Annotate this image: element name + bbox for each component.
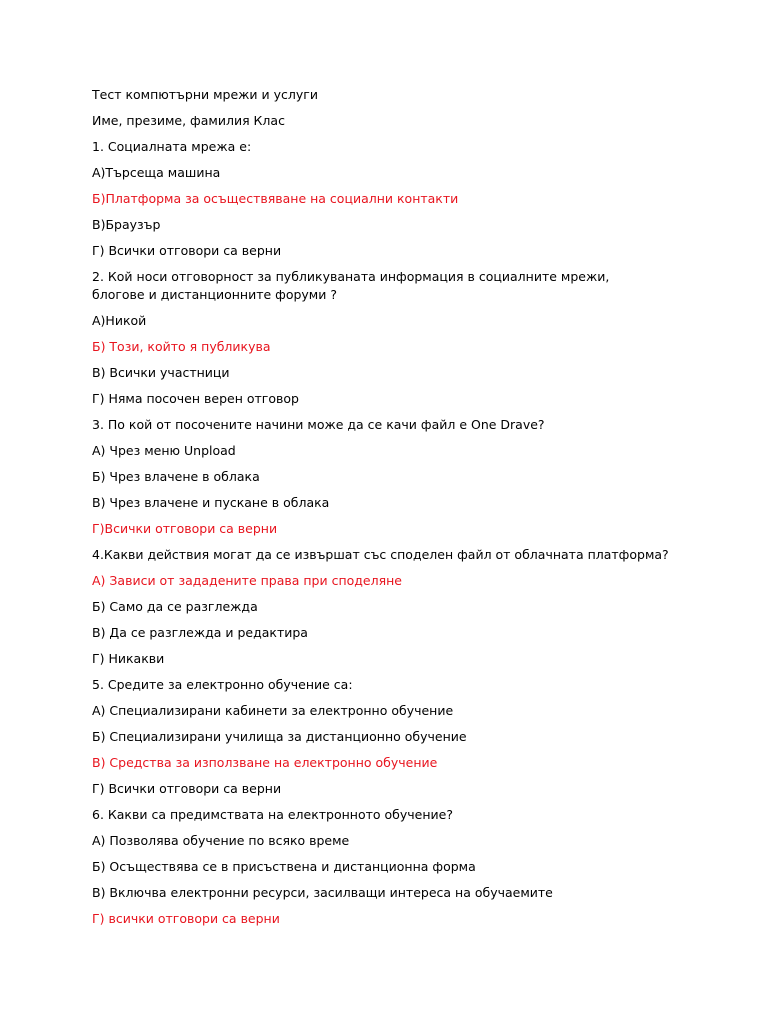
answer-2c: В) Всички участници xyxy=(92,365,230,380)
answer-2a: А)Никой xyxy=(92,313,147,328)
answer-3a: А) Чрез меню Unpload xyxy=(92,443,236,458)
answer-3d-correct: Г)Всички отговори са верни xyxy=(92,521,278,536)
answer-4c: В) Да се разглежда и редактира xyxy=(92,625,308,640)
question-1: 1. Социалната мрежа е: xyxy=(92,139,252,154)
answer-3c: В) Чрез влачене и пускане в облака xyxy=(92,495,330,510)
student-info-line: Име, презиме, фамилия Клас xyxy=(92,113,285,128)
answer-6c: В) Включва електронни ресурси, засилващи интереса на обучаемите xyxy=(92,885,553,900)
answer-3b: Б) Чрез влачене в облака xyxy=(92,469,260,484)
answer-4d: Г) Никакви xyxy=(92,651,165,666)
answer-6d-correct: Г) всички отговори са верни xyxy=(92,911,280,926)
question-2: 2. Кой носи отговорност за публикуваната информация в социалните мрежи, блогове и дистанционните форуми ? xyxy=(92,269,610,302)
question-3: 3. По кой от посочените начини може да се качи файл е One Drave? xyxy=(92,417,545,432)
answer-1a: А)Търсеща машина xyxy=(92,165,221,180)
answer-5c-correct: В) Средства за използване на електронно обучение xyxy=(92,755,438,770)
question-4: 4.Какви действия могат да се извършат със споделен файл от облачната платформа? xyxy=(92,547,669,562)
document-page xyxy=(92,86,732,936)
answer-5a: А) Специализирани кабинети за електронно обучение xyxy=(92,703,454,718)
question-5: 5. Средите за електронно обучение са: xyxy=(92,677,353,692)
answer-1c: В)Браузър xyxy=(92,217,161,232)
answer-2b-correct: Б) Този, който я публикува xyxy=(92,339,271,354)
answer-5d: Г) Всички отговори са верни xyxy=(92,781,282,796)
answer-2d: Г) Няма посочен верен отговор xyxy=(92,391,299,406)
answer-1b-correct: Б)Платформа за осъществяване на социални контакти xyxy=(92,191,459,206)
answer-4a-correct: А) Зависи от зададените права при споделяне xyxy=(92,573,402,588)
answer-1d: Г) Всички отговори са верни xyxy=(92,243,282,258)
answer-5b: Б) Специализирани училища за дистанционно обучение xyxy=(92,729,467,744)
answer-6b: Б) Осъществява се в присъствена и дистанционна форма xyxy=(92,859,476,874)
answer-6a: А) Позволява обучение по всяко време xyxy=(92,833,350,848)
answer-4b: Б) Само да се разглежда xyxy=(92,599,258,614)
document-title: Тест компютърни мрежи и услуги xyxy=(92,87,318,102)
question-6: 6. Какви са предимствата на електронното обучение? xyxy=(92,807,453,822)
